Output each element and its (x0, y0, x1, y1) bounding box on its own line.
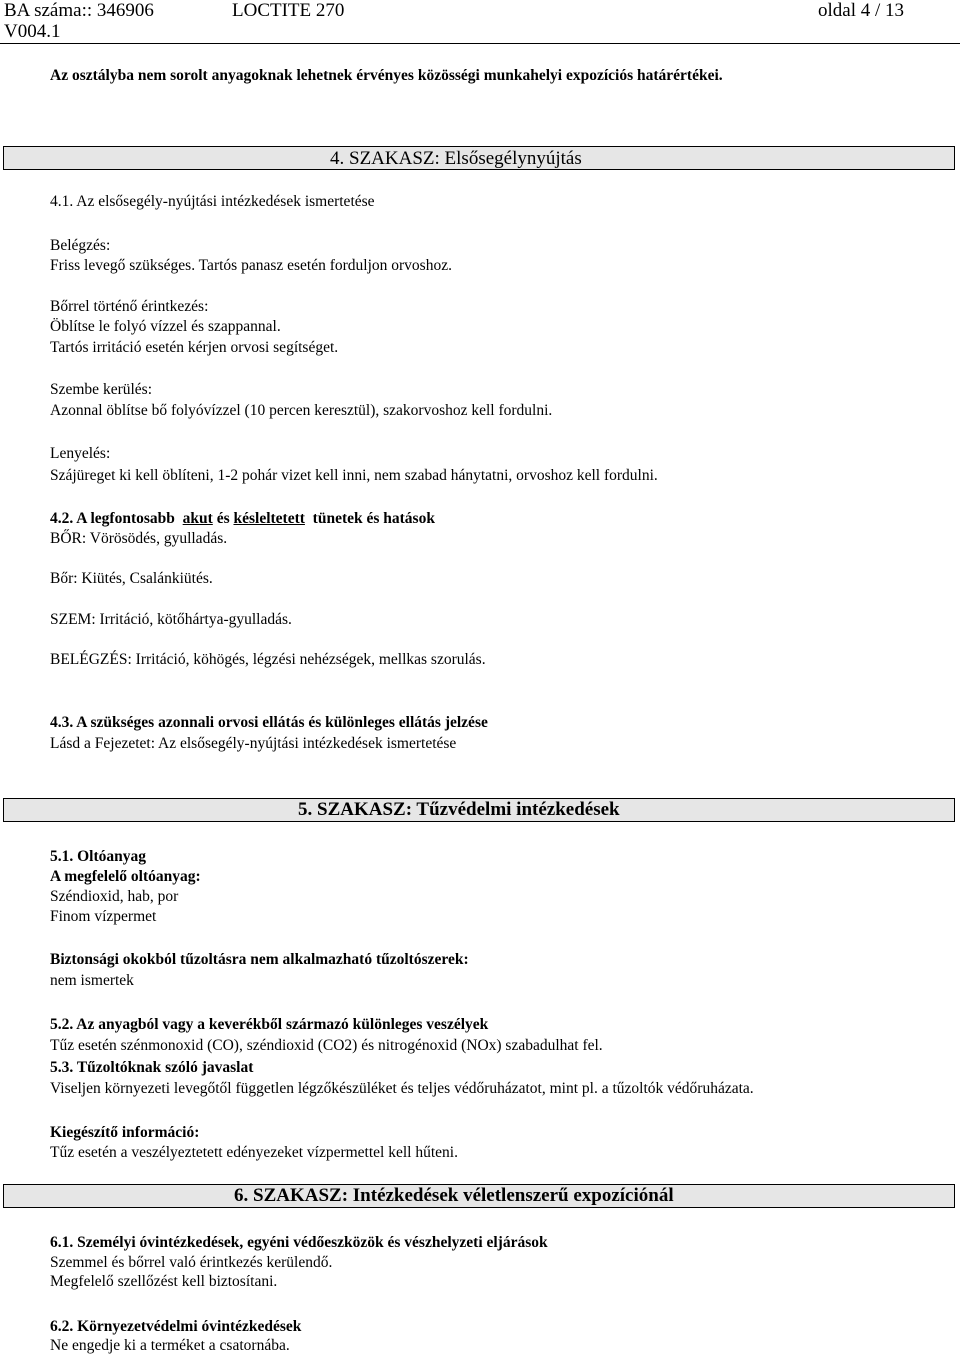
inhalation-text: Friss levegő szükséges. Tartós panasz esetén forduljon orvoshoz. (50, 257, 452, 274)
skin-label: Bőrrel történő érintkezés: (50, 298, 209, 315)
suitable-2: Finom vízpermet (50, 908, 157, 925)
page-number: oldal 4 / 13 (818, 0, 905, 21)
ba-number: BA száma:: 346906 (4, 0, 154, 21)
s51-heading: 5.1. Oltóanyag (50, 848, 147, 865)
s61-text-2: Megfelelő szellőzést kell biztosítani. (50, 1273, 278, 1290)
s52-text: Tűz esetén szénmonoxid (CO), széndioxid (CO2) és nitrogénoxid (NOx) szabadulhat fel. (50, 1037, 603, 1054)
version: V004.1 (4, 21, 61, 42)
symptom-inhalation: BELÉGZÉS: Irritáció, köhögés, légzési nehézségek, mellkas szorulás. (50, 651, 486, 668)
eye-label: Szembe kerülés: (50, 381, 153, 398)
skin-text-1: Öblítse le folyó vízzel és szappannal. (50, 318, 281, 335)
unsuitable-label: Biztonsági okokból tűzoltásra nem alkalmazható tűzoltószerek: (50, 951, 469, 968)
s53-heading: 5.3. Tűzoltóknak szóló javaslat (50, 1059, 254, 1076)
s53-text: Viseljen környezeti levegőtől független légzőkészüléket és teljes védőruházatot, mint pl. a tűzoltók védőruházata. (50, 1080, 754, 1097)
suitable-1: Széndioxid, hab, por (50, 888, 179, 905)
s42-part-1: A legfontosabb (76, 510, 175, 527)
extra-label: Kiegészítő információ: (50, 1124, 200, 1141)
symptom-skin: Bőr: Kiütés, Csalánkiütés. (50, 570, 213, 587)
symptom-eye: SZEM: Irritáció, kötőhártya-gyulladás. (50, 611, 292, 628)
eye-text: Azonnal öblítse bő folyóvízzel (10 percen keresztül), szakorvoshoz kell fordulni. (50, 402, 553, 419)
s41-heading: 4.1. Az elsősegély-nyújtási intézkedések ismertetése (50, 193, 375, 210)
symptom-skin-upper: BŐR: Vörösödés, gyulladás. (50, 530, 228, 547)
inhalation-label: Belégzés: (50, 237, 111, 254)
s61-text-1: Szemmel és bőrrel való érintkezés kerülendő. (50, 1254, 333, 1271)
intro-text: Az osztályba nem sorolt anyagoknak lehetnek érvényes közösségi munkahelyi expozíciós határértékei. (50, 67, 723, 84)
s42-part-4: késleltetett (233, 510, 305, 527)
ingestion-text: Szájüreget ki kell öblíteni, 1-2 pohár vizet kell inni, nem szabad hánytatni, orvoshoz kell fordulni. (50, 467, 658, 484)
s43-heading: 4.3. A szükséges azonnali orvosi ellátás és különleges ellátás jelzése (50, 714, 488, 731)
unsuitable-text: nem ismertek (50, 972, 134, 989)
skin-text-2: Tartós irritáció esetén kérjen orvosi segítséget. (50, 339, 339, 356)
suitable-label: A megfelelő oltóanyag: (50, 868, 201, 885)
s42-part-3: és (216, 510, 230, 527)
header-rule (0, 43, 960, 44)
s42-part-2: akut (182, 510, 213, 527)
s42-heading (50, 510, 435, 528)
ingestion-label: Lenyelés: (50, 445, 111, 462)
section4-title: 4. SZAKASZ: Elsősegélynyújtás (330, 148, 582, 169)
s61-heading: 6.1. Személyi óvintézkedések, egyéni védőeszközök és vészhelyzeti eljárások (50, 1234, 548, 1251)
s43-text: Lásd a Fejezetet: Az elsősegély-nyújtási intézkedések ismertetése (50, 735, 457, 752)
s52-heading: 5.2. Az anyagból vagy a keverékből származó különleges veszélyek (50, 1016, 489, 1033)
extra-text: Tűz esetén a veszélyeztetett edényezeket vízpermettel kell hűteni. (50, 1144, 458, 1161)
s42-number: 4.2. (50, 510, 74, 527)
section6-title: 6. SZAKASZ: Intézkedések véletlenszerű expozíciónál (234, 1185, 674, 1206)
section5-title: 5. SZAKASZ: Tűzvédelmi intézkedések (298, 799, 620, 820)
product-name: LOCTITE 270 (232, 0, 345, 21)
s62-heading: 6.2. Környezetvédelmi óvintézkedések (50, 1318, 302, 1335)
s42-part-5: tünetek és hatások (312, 510, 435, 527)
s62-text: Ne engedje ki a terméket a csatornába. (50, 1337, 290, 1354)
